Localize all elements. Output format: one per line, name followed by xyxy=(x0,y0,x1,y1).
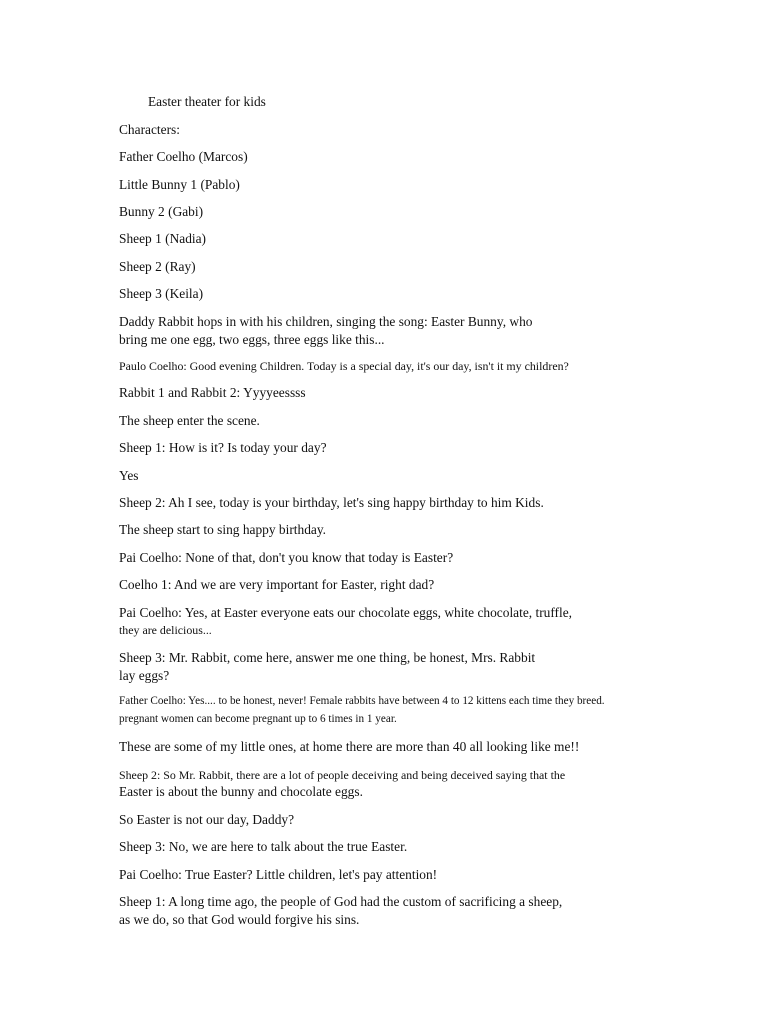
character-item: Father Coelho (Marcos) xyxy=(119,149,248,164)
character-item: Sheep 1 (Nadia) xyxy=(119,231,207,246)
script-line: as we do, so that God would forgive his sins. xyxy=(119,912,360,927)
script-line: Sheep 2: So Mr. Rabbit, there are a lot of people deceiving and being deceived saying that the xyxy=(119,768,566,782)
script-line: Father Coelho: Yes.... to be honest, never! Female rabbits have between 4 to 12 kittens each time they breed. xyxy=(119,695,605,707)
script-line: The sheep enter the scene. xyxy=(119,413,260,428)
characters-heading: Characters: xyxy=(119,122,180,137)
script-line: pregnant women can become pregnant up to 6 times in 1 year. xyxy=(119,713,397,725)
script-line: Sheep 3: No, we are here to talk about the true Easter. xyxy=(119,839,408,854)
script-line: The sheep start to sing happy birthday. xyxy=(119,522,327,537)
script-line: they are delicious... xyxy=(119,623,212,637)
character-item: Little Bunny 1 (Pablo) xyxy=(119,177,240,192)
script-line: Paulo Coelho: Good evening Children. Today is a special day, it's our day, isn't it my children? xyxy=(119,359,569,373)
character-item: Sheep 3 (Keila) xyxy=(119,286,204,301)
script-line: Pai Coelho: None of that, don't you know that today is Easter? xyxy=(119,550,454,565)
document-title: Easter theater for kids xyxy=(148,94,266,109)
script-line: Sheep 1: How is it? Is today your day? xyxy=(119,440,327,455)
script-line: Yes xyxy=(119,468,139,483)
script-line: These are some of my little ones, at home there are more than 40 all looking like me!! xyxy=(119,739,580,754)
script-line: Rabbit 1 and Rabbit 2: Yyyyeessss xyxy=(119,385,306,400)
script-line: Coelho 1: And we are very important for Easter, right dad? xyxy=(119,577,435,592)
script-line: Sheep 3: Mr. Rabbit, come here, answer me one thing, be honest, Mrs. Rabbit xyxy=(119,650,536,665)
character-item: Bunny 2 (Gabi) xyxy=(119,204,204,219)
script-line: Sheep 1: A long time ago, the people of God had the custom of sacrificing a sheep, xyxy=(119,894,563,909)
script-line: lay eggs? xyxy=(119,668,170,683)
script-line: Sheep 2: Ah I see, today is your birthday, let's sing happy birthday to him Kids. xyxy=(119,495,544,510)
script-line: Easter is about the bunny and chocolate eggs. xyxy=(119,784,363,799)
script-line: So Easter is not our day, Daddy? xyxy=(119,812,295,827)
script-line: Daddy Rabbit hops in with his children, singing the song: Easter Bunny, who xyxy=(119,314,533,329)
script-line: bring me one egg, two eggs, three eggs like this... xyxy=(119,332,385,347)
script-line: Pai Coelho: True Easter? Little children, let's pay attention! xyxy=(119,867,438,882)
character-item: Sheep 2 (Ray) xyxy=(119,259,196,274)
script-line: Pai Coelho: Yes, at Easter everyone eats our chocolate eggs, white chocolate, truffle, xyxy=(119,605,573,620)
